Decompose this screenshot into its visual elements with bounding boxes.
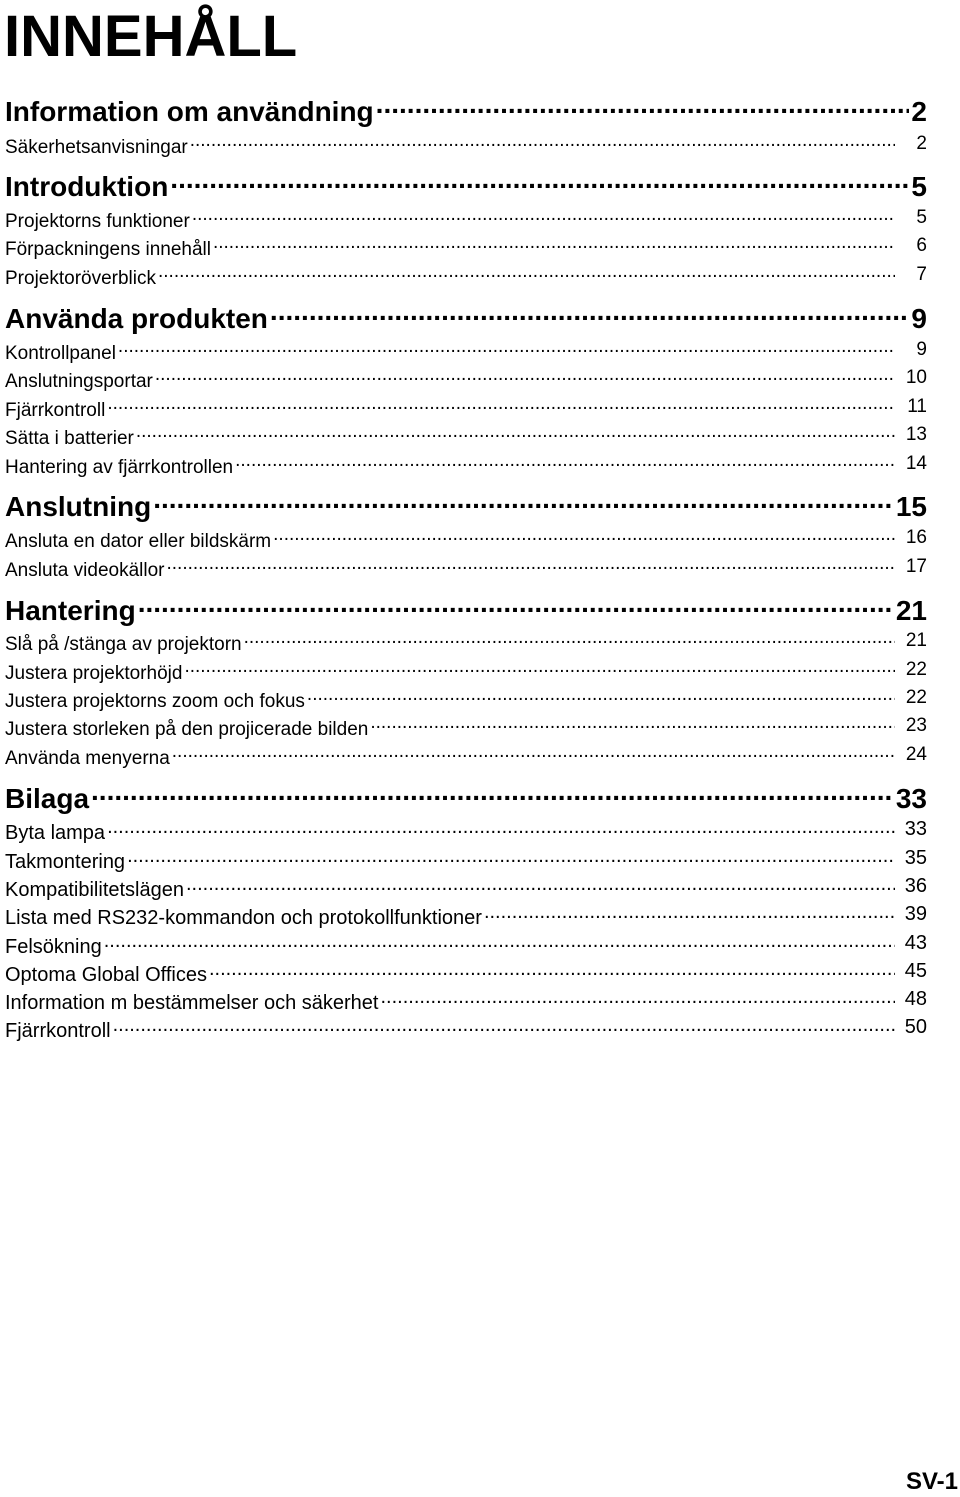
dot-leader <box>192 206 895 227</box>
toc-entry-page: 2 <box>916 133 927 154</box>
toc-section-entry[interactable] <box>5 931 927 958</box>
toc-section-entry[interactable] <box>5 686 927 710</box>
dot-leader <box>153 485 894 516</box>
toc-entry-page: 23 <box>905 715 927 736</box>
toc-entry-page: 9 <box>911 302 927 334</box>
toc-section-entry[interactable] <box>5 555 927 579</box>
dot-leader <box>113 1015 895 1037</box>
toc-entry-label: Sätta i batterier <box>5 427 134 449</box>
toc-entry-label: Hantering <box>5 594 136 626</box>
toc-entry-page: 33 <box>904 818 927 840</box>
toc-entry-page: 43 <box>904 932 927 954</box>
dot-leader <box>127 846 895 868</box>
toc-entry-page: 14 <box>905 453 927 474</box>
toc-chapter-entry[interactable] <box>5 485 927 522</box>
dot-leader <box>376 90 909 121</box>
dot-leader <box>307 686 895 707</box>
dot-leader <box>381 987 896 1009</box>
toc-entry-page: 35 <box>904 847 927 869</box>
toc-entry-page: 6 <box>916 235 927 256</box>
toc-section-entry[interactable] <box>5 714 927 738</box>
toc-section-entry[interactable] <box>5 234 927 258</box>
toc-entry-page: 17 <box>905 556 927 577</box>
dot-leader <box>136 423 895 444</box>
dot-leader <box>107 817 895 839</box>
toc-section-entry[interactable] <box>5 1015 927 1042</box>
toc-section-entry[interactable] <box>5 817 927 844</box>
toc-entry-page: 13 <box>905 424 927 445</box>
toc-chapter-entry[interactable] <box>5 297 927 334</box>
toc-entry-label: Projektoröverblick <box>5 267 156 289</box>
toc-section-entry[interactable] <box>5 338 927 362</box>
dot-leader <box>270 297 909 328</box>
dot-leader <box>172 743 895 764</box>
toc-section-entry[interactable] <box>5 959 927 986</box>
dot-leader <box>370 714 895 735</box>
toc-entry-label: Projektorns funktioner <box>5 210 190 232</box>
dot-leader <box>91 777 894 808</box>
toc-entry-label: Anslutningsportar <box>5 370 153 392</box>
toc-section-entry[interactable] <box>5 629 927 653</box>
toc-entry-page: 36 <box>904 875 927 897</box>
toc-entry-label: Bilaga <box>5 782 90 814</box>
toc-entry-label: Förpackningens innehåll <box>5 238 211 260</box>
toc-chapter-entry[interactable] <box>5 777 927 814</box>
toc-entry-page: 9 <box>916 339 927 360</box>
toc-chapter-entry[interactable] <box>5 165 927 202</box>
toc-entry-label: Lista med RS232-kommandon och protokollfunktioner <box>5 907 482 929</box>
toc-section-entry[interactable] <box>5 263 927 287</box>
toc-entry-page: 15 <box>895 490 927 522</box>
dot-leader <box>138 589 894 620</box>
toc-chapter-entry[interactable] <box>5 589 927 626</box>
dot-leader <box>170 165 909 196</box>
toc-entry-label: Ansluta videokällor <box>5 559 165 581</box>
dot-leader <box>155 366 895 387</box>
toc-entry-page: 33 <box>895 782 927 814</box>
toc-section-entry[interactable] <box>5 132 927 156</box>
toc-entry-page: 39 <box>904 903 927 925</box>
toc-entry-label: Kontrollpanel <box>5 342 116 364</box>
toc-entry-label: Använda menyerna <box>5 747 170 769</box>
toc-entry-page: 24 <box>905 744 927 765</box>
toc-entry-page: 5 <box>911 170 927 202</box>
toc-chapter-entry[interactable] <box>5 90 927 127</box>
toc-entry-page: 11 <box>907 396 927 417</box>
page-title: INNEHÅLL <box>4 4 298 69</box>
dot-leader <box>244 629 895 650</box>
dot-leader <box>184 658 895 679</box>
toc-entry-label: Takmontering <box>5 851 126 873</box>
toc-section-entry[interactable] <box>5 366 927 390</box>
toc-entry-page: 5 <box>916 207 927 228</box>
toc-entry-page: 21 <box>895 594 927 626</box>
toc-section-entry[interactable] <box>5 395 927 419</box>
toc-entry-label: Fjärrkontroll <box>5 399 106 421</box>
toc-entry-label: Byta lampa <box>5 822 106 844</box>
toc-entry-label: Information m bestämmelser och säkerhet <box>5 992 379 1014</box>
dot-leader <box>213 234 895 255</box>
page-number-footer: SV-1 <box>905 1468 958 1495</box>
toc-entry-label: Anslutning <box>5 490 152 522</box>
toc-entry-page: 45 <box>904 960 927 982</box>
toc-section-entry[interactable] <box>5 526 927 550</box>
toc-entry-page: 22 <box>905 687 927 708</box>
toc-entry-page: 50 <box>904 1016 927 1038</box>
dot-leader <box>158 263 895 284</box>
dot-leader <box>166 555 895 576</box>
dot-leader <box>484 902 895 924</box>
dot-leader <box>186 874 895 896</box>
toc-section-entry[interactable] <box>5 206 927 230</box>
toc-entry-label: Ansluta en dator eller bildskärm <box>5 530 272 552</box>
toc-entry-page: 21 <box>905 630 927 651</box>
toc-entry-label: Information om användning <box>5 95 374 127</box>
dot-leader <box>209 959 895 981</box>
toc-entry-label: Felsökning <box>5 936 102 958</box>
toc-entry-label: Fjärrkontroll <box>5 1020 111 1042</box>
toc-section-entry[interactable] <box>5 902 927 929</box>
toc-entry-page: 2 <box>911 95 927 127</box>
dot-leader <box>118 338 895 359</box>
toc-entry-page: 10 <box>905 367 927 388</box>
toc-entry-page: 22 <box>905 659 927 680</box>
toc-entry-page: 48 <box>904 988 927 1010</box>
toc-entry-page: 7 <box>916 264 927 285</box>
toc-entry-label: Säkerhetsanvisningar <box>5 136 188 158</box>
toc-entry-label: Introduktion <box>5 170 169 202</box>
toc-entry-page: 16 <box>905 527 927 548</box>
toc-entry-label: Justera storleken på den projicerade bilden <box>5 718 369 740</box>
toc-section-entry[interactable] <box>5 874 927 901</box>
toc-section-entry[interactable] <box>5 658 927 682</box>
toc-entry-label: Hantering av fjärrkontrollen <box>5 456 234 478</box>
dot-leader <box>273 526 895 547</box>
toc-entry-label: Kompatibilitetslägen <box>5 879 184 901</box>
dot-leader <box>107 395 895 416</box>
dot-leader <box>235 452 895 473</box>
toc-entry-label: Justera projektorhöjd <box>5 662 183 684</box>
toc-entry-label: Slå på /stänga av projektorn <box>5 633 242 655</box>
toc-entry-label: Justera projektorns zoom och fokus <box>5 690 305 712</box>
dot-leader <box>190 132 895 153</box>
toc-section-entry[interactable] <box>5 423 927 447</box>
toc-section-entry[interactable] <box>5 987 927 1014</box>
toc-section-entry[interactable] <box>5 846 927 873</box>
toc-entry-label: Använda produkten <box>5 302 268 334</box>
toc-entry-label: Optoma Global Offices <box>5 964 207 986</box>
toc-section-entry[interactable] <box>5 452 927 476</box>
dot-leader <box>104 931 895 953</box>
toc-section-entry[interactable] <box>5 743 927 767</box>
